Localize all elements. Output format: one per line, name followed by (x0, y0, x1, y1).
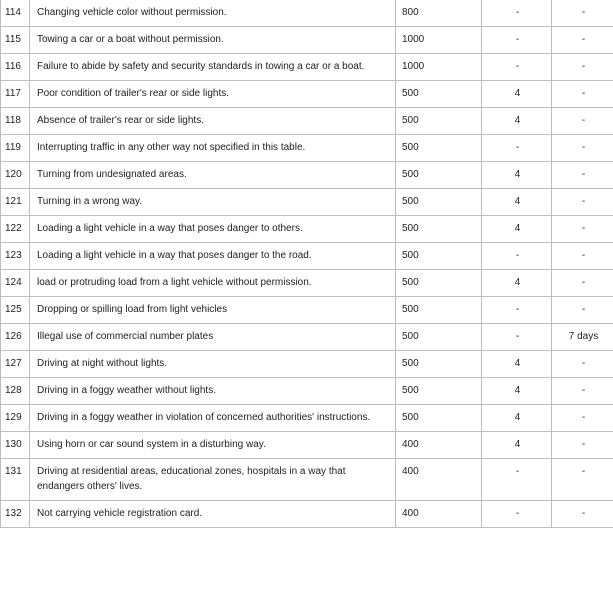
black-points-cell: 4 (482, 378, 552, 405)
violation-description-cell: Driving at residential areas, educational zones, hospitals in a way that endangers others' lives. (30, 459, 396, 501)
impound-period-cell: - (552, 135, 613, 162)
violation-number-cell: 119 (1, 135, 30, 162)
black-points-cell: - (482, 459, 552, 501)
impound-period-cell: - (552, 54, 613, 81)
violation-description-cell: Illegal use of commercial number plates (30, 324, 396, 351)
violation-description-cell: Not carrying vehicle registration card. (30, 501, 396, 528)
violation-description-cell: Driving at night without lights. (30, 351, 396, 378)
violation-description-cell: Loading a light vehicle in a way that poses danger to the road. (30, 243, 396, 270)
fine-amount-cell: 400 (396, 432, 482, 459)
fine-amount-cell: 500 (396, 297, 482, 324)
violation-description-cell: load or protruding load from a light vehicle without permission. (30, 270, 396, 297)
table-row (1, 501, 613, 528)
fines-table-body (1, 0, 613, 528)
violation-number-cell: 120 (1, 162, 30, 189)
violation-description-cell: Turning from undesignated areas. (30, 162, 396, 189)
impound-period-cell: - (552, 501, 613, 528)
violation-description-cell: Absence of trailer's rear or side lights. (30, 108, 396, 135)
table-row (1, 216, 613, 243)
fine-amount-cell: 1000 (396, 27, 482, 54)
fine-amount-cell: 500 (396, 243, 482, 270)
violation-number-cell: 117 (1, 81, 30, 108)
black-points-cell: 4 (482, 432, 552, 459)
table-row (1, 189, 613, 216)
violation-description-cell: Changing vehicle color without permission. (30, 0, 396, 27)
violation-description-cell: Driving in a foggy weather without lights. (30, 378, 396, 405)
table-row (1, 27, 613, 54)
violation-description-cell: Poor condition of trailer's rear or side lights. (30, 81, 396, 108)
table-row (1, 405, 613, 432)
impound-period-cell: - (552, 432, 613, 459)
table-row (1, 378, 613, 405)
black-points-cell: - (482, 135, 552, 162)
table-row (1, 270, 613, 297)
table-row (1, 297, 613, 324)
impound-period-cell: - (552, 351, 613, 378)
black-points-cell: - (482, 27, 552, 54)
fine-amount-cell: 500 (396, 324, 482, 351)
violation-number-cell: 126 (1, 324, 30, 351)
violation-description-cell: Using horn or car sound system in a disturbing way. (30, 432, 396, 459)
violation-number-cell: 121 (1, 189, 30, 216)
black-points-cell: 4 (482, 162, 552, 189)
black-points-cell: - (482, 501, 552, 528)
violation-description-cell: Failure to abide by safety and security standards in towing a car or a boat. (30, 54, 396, 81)
black-points-cell: - (482, 297, 552, 324)
violation-number-cell: 124 (1, 270, 30, 297)
fine-amount-cell: 500 (396, 81, 482, 108)
impound-period-cell: - (552, 108, 613, 135)
table-row (1, 162, 613, 189)
violation-number-cell: 115 (1, 27, 30, 54)
violation-number-cell: 122 (1, 216, 30, 243)
table-row (1, 432, 613, 459)
fine-amount-cell: 400 (396, 501, 482, 528)
violation-number-cell: 132 (1, 501, 30, 528)
fine-amount-cell: 500 (396, 162, 482, 189)
black-points-cell: 4 (482, 405, 552, 432)
fine-amount-cell: 500 (396, 351, 482, 378)
violation-number-cell: 118 (1, 108, 30, 135)
black-points-cell: - (482, 324, 552, 351)
table-row (1, 351, 613, 378)
violation-number-cell: 116 (1, 54, 30, 81)
violation-number-cell: 129 (1, 405, 30, 432)
black-points-cell: 4 (482, 351, 552, 378)
black-points-cell: 4 (482, 270, 552, 297)
black-points-cell: 4 (482, 108, 552, 135)
black-points-cell: 4 (482, 189, 552, 216)
fine-amount-cell: 500 (396, 270, 482, 297)
violation-number-cell: 131 (1, 459, 30, 501)
violation-description-cell: Towing a car or a boat without permission. (30, 27, 396, 54)
fine-amount-cell: 800 (396, 0, 482, 27)
impound-period-cell: - (552, 162, 613, 189)
table-row (1, 324, 613, 351)
impound-period-cell: - (552, 378, 613, 405)
violation-description-cell: Driving in a foggy weather in violation of concerned authorities' instructions. (30, 405, 396, 432)
fine-amount-cell: 1000 (396, 54, 482, 81)
violation-number-cell: 123 (1, 243, 30, 270)
impound-period-cell: - (552, 189, 613, 216)
violation-number-cell: 125 (1, 297, 30, 324)
table-row (1, 0, 613, 27)
table-row (1, 81, 613, 108)
fine-amount-cell: 500 (396, 405, 482, 432)
impound-period-cell: - (552, 405, 613, 432)
table-row (1, 459, 613, 501)
violation-description-cell: Loading a light vehicle in a way that poses danger to others. (30, 216, 396, 243)
impound-period-cell: - (552, 81, 613, 108)
violation-number-cell: 127 (1, 351, 30, 378)
impound-period-cell: - (552, 27, 613, 54)
table-row (1, 135, 613, 162)
impound-period-cell: 7 days (552, 324, 613, 351)
violation-description-cell: Dropping or spilling load from light vehicles (30, 297, 396, 324)
fine-amount-cell: 500 (396, 189, 482, 216)
impound-period-cell: - (552, 297, 613, 324)
violation-description-cell: Interrupting traffic in any other way not specified in this table. (30, 135, 396, 162)
violation-description-cell: Turning in a wrong way. (30, 189, 396, 216)
fine-amount-cell: 500 (396, 135, 482, 162)
fine-amount-cell: 500 (396, 378, 482, 405)
black-points-cell: - (482, 0, 552, 27)
violation-number-cell: 130 (1, 432, 30, 459)
fine-amount-cell: 400 (396, 459, 482, 501)
impound-period-cell: - (552, 0, 613, 27)
fine-amount-cell: 500 (396, 108, 482, 135)
black-points-cell: 4 (482, 81, 552, 108)
table-row (1, 54, 613, 81)
violation-number-cell: 128 (1, 378, 30, 405)
black-points-cell: - (482, 243, 552, 270)
table-row (1, 243, 613, 270)
impound-period-cell: - (552, 216, 613, 243)
black-points-cell: - (482, 54, 552, 81)
impound-period-cell: - (552, 459, 613, 501)
impound-period-cell: - (552, 270, 613, 297)
impound-period-cell: - (552, 243, 613, 270)
violation-number-cell: 114 (1, 0, 30, 27)
fine-amount-cell: 500 (396, 216, 482, 243)
black-points-cell: 4 (482, 216, 552, 243)
table-row (1, 108, 613, 135)
